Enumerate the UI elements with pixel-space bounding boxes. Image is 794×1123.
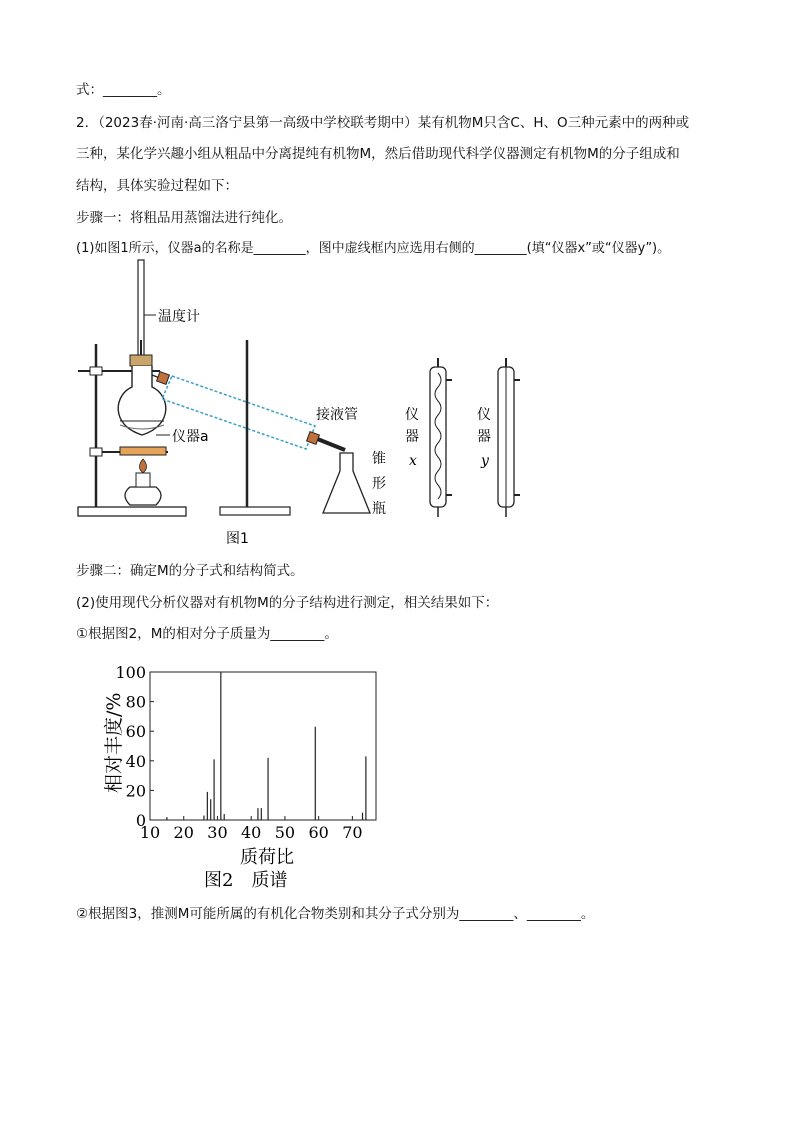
- question-part-2-1: ①根据图2，M的相对分子质量为________。: [76, 626, 338, 642]
- question-part-2-2: ②根据图3，推测M可能所属的有机化合物类别和其分子式分别为________、________。: [76, 906, 595, 922]
- x-tick-label-10: 10: [139, 823, 161, 842]
- instrument-y-label-1: 仪: [477, 407, 491, 423]
- instrument-y-label-2: 器: [477, 429, 491, 445]
- x-tick-label-50: 50: [274, 823, 296, 842]
- step-one: 步骤一：将粗品用蒸馏法进行纯化。: [76, 210, 292, 226]
- flask-label-2: 形: [372, 476, 386, 492]
- x-tick-label-20: 20: [173, 823, 194, 842]
- instrument-y-label-3: y: [481, 453, 489, 469]
- figure-2-mass-spectrum: [90, 660, 390, 895]
- x-axis-label: 质荷比: [240, 847, 294, 868]
- y-tick-label-20: 20: [125, 781, 146, 801]
- instrument-a-label: 仪器a: [172, 429, 209, 445]
- x-tick-label-30: 30: [207, 823, 228, 842]
- y-tick-label-0: 0: [135, 811, 146, 830]
- figure-1-caption: 图1: [226, 531, 249, 547]
- text-line-3: 结构，具体实验过程如下：: [76, 178, 238, 194]
- step-two: 步骤二：确定M的分子式和结构简式。: [76, 563, 304, 579]
- plot-frame: [150, 672, 376, 820]
- y-tick-label-40: 40: [125, 751, 146, 771]
- flask-label-1: 锥: [372, 451, 386, 467]
- figure-1-apparatus: [70, 255, 740, 555]
- flask-label-3: 瓶: [372, 501, 386, 517]
- y-tick-label-100: 100: [115, 663, 146, 682]
- receiver-label: 接液管: [316, 407, 358, 423]
- y-axis-label: 相对丰度/%: [103, 692, 125, 793]
- x-tick-label-70: 70: [342, 823, 363, 842]
- thermometer-label: 温度计: [158, 309, 200, 325]
- instrument-x-label-3: x: [409, 453, 417, 469]
- text-line-0: 式：________。: [76, 82, 171, 98]
- x-tick-label-40: 40: [241, 823, 262, 842]
- y-tick-label-80: 80: [125, 692, 146, 712]
- x-tick-label-60: 60: [308, 823, 329, 842]
- question-part-2: (2)使用现代分析仪器对有机物M的分子结构进行测定，相关结果如下：: [76, 595, 499, 611]
- question-2-intro: 2．（2023春·河南·高三洛宁县第一高级中学校联考期中）某有机物M只含C、H、O三种元素中的两种或: [76, 115, 690, 131]
- text-line-2: 三种，某化学兴趣小组从粗品中分离提纯有机物M，然后借助现代科学仪器测定有机物M的分子组成和: [76, 146, 680, 162]
- question-part-1: (1)如图1所示，仪器a的名称是________，图中虚线框内应选用右侧的________(填“仪器x”或“仪器y”)。: [76, 241, 671, 256]
- y-tick-label-60: 60: [125, 722, 146, 742]
- figure-2-caption: 图2 质谱: [204, 870, 288, 891]
- instrument-x-label-2: 器: [405, 429, 419, 445]
- instrument-x-label-1: 仪: [405, 407, 419, 423]
